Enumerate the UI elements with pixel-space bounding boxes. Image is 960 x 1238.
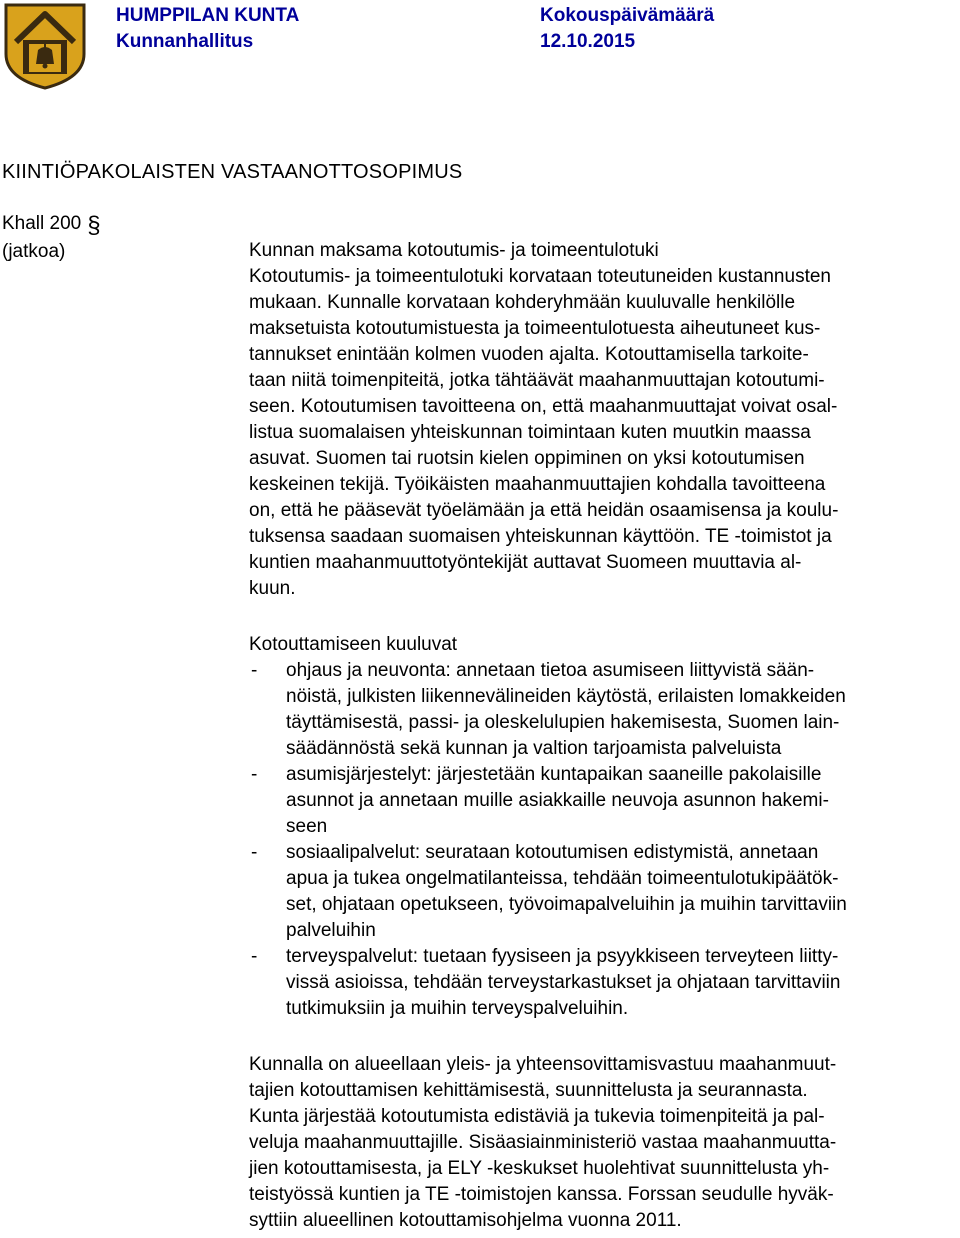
municipality-name: HUMPPILAN KUNTA (116, 5, 300, 26)
header-right (540, 3, 714, 55)
bullet-marker: - (251, 660, 258, 681)
meeting-date: 12.10.2015 (540, 31, 636, 52)
paragraph-line: listua suomalaisen yhteiskunnan toimintaan kuten muutkin maassa (249, 422, 811, 443)
header-left (116, 3, 299, 55)
bullet-marker: - (251, 842, 258, 863)
list-item-line: täyttämisestä, passi- ja oleskelulupien hakemisesta, Suomen lain- (286, 712, 840, 733)
document-title: KIINTIÖPAKOLAISTEN VASTAANOTTOSOPIMUS (2, 161, 463, 183)
paragraph-line: Kotoutumis- ja toimeentulotuki korvataan toteutuneiden kustannusten (249, 266, 831, 287)
body-paragraph-3 (249, 1052, 836, 1234)
list-item (249, 944, 847, 1022)
list-item-line: palveluihin (286, 920, 376, 941)
list-item-line: seen (286, 816, 328, 837)
paragraph-line: asuvat. Suomen tai ruotsin kielen oppiminen on yksi kotoutumisen (249, 448, 805, 469)
list-item-line: set, ohjataan opetukseen, työvoimapalveluihin ja muihin tarvittaviin (286, 894, 847, 915)
bullet-marker: - (251, 946, 258, 967)
paragraph-line: teistyössä kuntien ja TE -toimistojen kanssa. Forssan seudulle hyväk- (249, 1184, 834, 1205)
list-item-line: ohjaus ja neuvonta: annetaan tietoa asumiseen liittyvistä sään- (286, 660, 815, 681)
paragraph-line: mukaan. Kunnalle korvataan kohderyhmään kuuluvalle henkilölle (249, 292, 796, 313)
municipal-crest-logo (2, 2, 88, 90)
paragraph-line: taan niitä toimenpiteitä, jotka tähtäävät maahanmuuttajan kotoutumi- (249, 370, 825, 391)
list-heading: Kotouttamiseen kuuluvat (249, 634, 458, 655)
paragraph-line: kuun. (249, 578, 296, 599)
paragraph-line: seen. Kotoutumisen tavoitteena on, että maahanmuuttajat voivat osal- (249, 396, 838, 417)
paragraph-line: tuksensa saadaan suomaisen yhteiskunnan käyttöön. TE -toimistot ja (249, 526, 832, 547)
list-item-line: tutkimuksiin ja muihin terveyspalveluihin. (286, 998, 629, 1019)
paragraph-line: kuntien maahanmuuttotyöntekijät auttavat Suomeen muuttavia al- (249, 552, 802, 573)
list-item (249, 762, 847, 840)
paragraph-line: jien kotouttamisesta, ja ELY -keskukset huolehtivat suunnittelusta yh- (249, 1158, 830, 1179)
integration-measures-list (249, 658, 847, 1022)
paragraph-line: Kunta järjestää kotoutumista edistäviä ja tukevia toimenpiteitä ja pal- (249, 1106, 825, 1127)
paragraph-line: tajien kotouttamisen kehittämisestä, suunnittelusta ja seurannasta. (249, 1080, 808, 1101)
paragraph-line: on, että he pääsevät työelämään ja että heidän osaamisensa ja koulu- (249, 500, 839, 521)
section-symbol: § (87, 212, 101, 239)
section-reference (2, 211, 101, 265)
paragraph-line: Kunnalla on alueellaan yleis- ja yhteensovittamisvastuu maahanmuut- (249, 1054, 837, 1075)
list-item-line: säädännöstä sekä kunnan ja valtion tarjoamista palveluista (286, 738, 782, 759)
continuation-note: (jatkoa) (2, 241, 66, 262)
list-item-line: sosiaalipalvelut: seurataan kotoutumisen edistymistä, annetaan (286, 842, 819, 863)
list-item-line: nöistä, julkisten liikennevälineiden käytöstä, erilaisten lomakkeiden (286, 686, 846, 707)
paragraph-line: keskeinen tekijä. Työikäisten maahanmuuttajien kohdalla tavoitteena (249, 474, 826, 495)
governing-body: Kunnanhallitus (116, 31, 254, 52)
paragraph-line: veluja maahanmuuttajille. Sisäasiainministeriö vastaa maahanmuutta- (249, 1132, 837, 1153)
paragraph-line: maksetuista kotoutumistuesta ja toimeentulotuesta aiheutuneet kus- (249, 318, 821, 339)
body-paragraph-1 (249, 238, 838, 602)
section-number: Khall 200 (2, 213, 82, 234)
list-item (249, 658, 847, 762)
list-item (249, 840, 847, 944)
list-item-line: apua ja tukea ongelmatilanteissa, tehdään toimeentulotukipäätök- (286, 868, 839, 889)
list-item-line: vissä asioissa, tehdään terveystarkastukset ja ohjataan tarvittaviin (286, 972, 841, 993)
bullet-marker: - (251, 764, 258, 785)
paragraph-line: Kunnan maksama kotoutumis- ja toimeentulotuki (249, 240, 659, 261)
paragraph-line: tannukset enintään kolmen vuoden ajalta. Kotouttamisella tarkoite- (249, 344, 809, 365)
list-item-line: terveyspalvelut: tuetaan fyysiseen ja psyykkiseen terveyteen liitty- (286, 946, 839, 967)
list-item-line: asunnot ja annetaan muille asiakkaille neuvoja asunnon hakemi- (286, 790, 829, 811)
paragraph-line: syttiin alueellinen kotouttamisohjelma vuonna 2011. (249, 1210, 682, 1231)
meeting-date-label: Kokouspäivämäärä (540, 5, 715, 26)
list-item-line: asumisjärjestelyt: järjestetään kuntapaikan saaneille pakolaisille (286, 764, 822, 785)
